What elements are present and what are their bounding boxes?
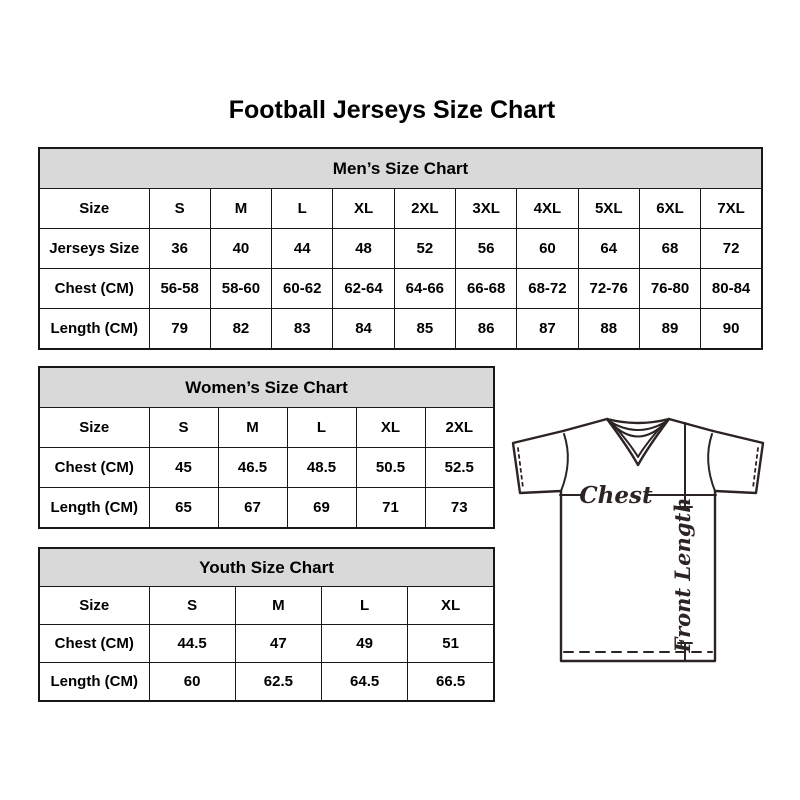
value-cell: 67 bbox=[218, 488, 287, 529]
table-row bbox=[39, 448, 494, 488]
value-cell: 68 bbox=[639, 229, 700, 269]
row-label-cell: Length (CM) bbox=[39, 663, 149, 702]
value-cell: 47 bbox=[235, 625, 321, 663]
table-row bbox=[39, 488, 494, 529]
page-title: Football Jerseys Size Chart bbox=[228, 96, 556, 124]
value-cell: 84 bbox=[333, 309, 394, 350]
table-header-cell: Youth Size Chart bbox=[39, 548, 494, 587]
value-cell: 50.5 bbox=[356, 448, 425, 488]
row-label-cell: Size bbox=[39, 189, 149, 229]
table-row bbox=[39, 625, 494, 663]
value-cell: 4XL bbox=[517, 189, 578, 229]
value-cell: 7XL bbox=[701, 189, 762, 229]
table-header-cell: Men’s Size Chart bbox=[39, 148, 762, 189]
value-cell: 89 bbox=[639, 309, 700, 350]
value-cell: 68-72 bbox=[517, 269, 578, 309]
value-cell: 82 bbox=[210, 309, 271, 350]
value-cell: 76-80 bbox=[639, 269, 700, 309]
row-label-cell: Length (CM) bbox=[39, 488, 149, 529]
womens-size-table bbox=[38, 366, 495, 529]
value-cell: 64-66 bbox=[394, 269, 455, 309]
table-header-row bbox=[39, 548, 494, 587]
value-cell: XL bbox=[356, 408, 425, 448]
table-row bbox=[39, 408, 494, 448]
value-cell: L bbox=[272, 189, 333, 229]
jersey-measurement-diagram bbox=[500, 403, 770, 675]
value-cell: 71 bbox=[356, 488, 425, 529]
table-header-row bbox=[39, 367, 494, 408]
value-cell: 72 bbox=[701, 229, 762, 269]
value-cell: L bbox=[322, 587, 408, 625]
table-header-cell: Women’s Size Chart bbox=[39, 367, 494, 408]
value-cell: 60-62 bbox=[272, 269, 333, 309]
value-cell: S bbox=[149, 408, 218, 448]
value-cell: 48.5 bbox=[287, 448, 356, 488]
row-label-cell: Chest (CM) bbox=[39, 448, 149, 488]
table-row bbox=[39, 663, 494, 702]
value-cell: M bbox=[235, 587, 321, 625]
value-cell: 2XL bbox=[394, 189, 455, 229]
value-cell: 64.5 bbox=[322, 663, 408, 702]
value-cell: 36 bbox=[149, 229, 210, 269]
value-cell: 45 bbox=[149, 448, 218, 488]
mens-size-table-container bbox=[38, 147, 763, 350]
value-cell: 2XL bbox=[425, 408, 494, 448]
value-cell: 52.5 bbox=[425, 448, 494, 488]
value-cell: 83 bbox=[272, 309, 333, 350]
value-cell: L bbox=[287, 408, 356, 448]
value-cell: 51 bbox=[408, 625, 494, 663]
value-cell: 66-68 bbox=[455, 269, 516, 309]
table-row bbox=[39, 229, 762, 269]
table-row bbox=[39, 309, 762, 350]
womens-size-table-container bbox=[38, 366, 495, 529]
value-cell: 73 bbox=[425, 488, 494, 529]
value-cell: 58-60 bbox=[210, 269, 271, 309]
value-cell: 3XL bbox=[455, 189, 516, 229]
value-cell: S bbox=[149, 189, 210, 229]
front-length-label: Front Length bbox=[670, 497, 695, 653]
value-cell: 88 bbox=[578, 309, 639, 350]
value-cell: 69 bbox=[287, 488, 356, 529]
value-cell: 64 bbox=[578, 229, 639, 269]
value-cell: 40 bbox=[210, 229, 271, 269]
value-cell: 46.5 bbox=[218, 448, 287, 488]
row-label-cell: Chest (CM) bbox=[39, 269, 149, 309]
value-cell: 79 bbox=[149, 309, 210, 350]
value-cell: XL bbox=[333, 189, 394, 229]
value-cell: 65 bbox=[149, 488, 218, 529]
value-cell: 60 bbox=[149, 663, 235, 702]
value-cell: 49 bbox=[322, 625, 408, 663]
value-cell: 85 bbox=[394, 309, 455, 350]
youth-size-table-container bbox=[38, 547, 495, 702]
value-cell: M bbox=[210, 189, 271, 229]
row-label-cell: Size bbox=[39, 587, 149, 625]
value-cell: XL bbox=[408, 587, 494, 625]
youth-size-table bbox=[38, 547, 495, 702]
value-cell: 48 bbox=[333, 229, 394, 269]
value-cell: 87 bbox=[517, 309, 578, 350]
value-cell: 6XL bbox=[639, 189, 700, 229]
row-label-cell: Chest (CM) bbox=[39, 625, 149, 663]
value-cell: 56-58 bbox=[149, 269, 210, 309]
value-cell: 66.5 bbox=[408, 663, 494, 702]
mens-size-table bbox=[38, 147, 763, 350]
row-label-cell: Length (CM) bbox=[39, 309, 149, 350]
row-label-cell: Size bbox=[39, 408, 149, 448]
value-cell: 44.5 bbox=[149, 625, 235, 663]
value-cell: S bbox=[149, 587, 235, 625]
value-cell: 90 bbox=[701, 309, 762, 350]
value-cell: M bbox=[218, 408, 287, 448]
value-cell: 62.5 bbox=[235, 663, 321, 702]
jersey-outline bbox=[513, 419, 763, 661]
row-label-cell: Jerseys Size bbox=[39, 229, 149, 269]
chest-label: Chest bbox=[579, 482, 653, 509]
table-row bbox=[39, 189, 762, 229]
value-cell: 72-76 bbox=[578, 269, 639, 309]
value-cell: 52 bbox=[394, 229, 455, 269]
table-row bbox=[39, 587, 494, 625]
value-cell: 56 bbox=[455, 229, 516, 269]
value-cell: 80-84 bbox=[701, 269, 762, 309]
value-cell: 5XL bbox=[578, 189, 639, 229]
value-cell: 86 bbox=[455, 309, 516, 350]
table-row bbox=[39, 269, 762, 309]
value-cell: 62-64 bbox=[333, 269, 394, 309]
table-header-row bbox=[39, 148, 762, 189]
value-cell: 60 bbox=[517, 229, 578, 269]
value-cell: 44 bbox=[272, 229, 333, 269]
